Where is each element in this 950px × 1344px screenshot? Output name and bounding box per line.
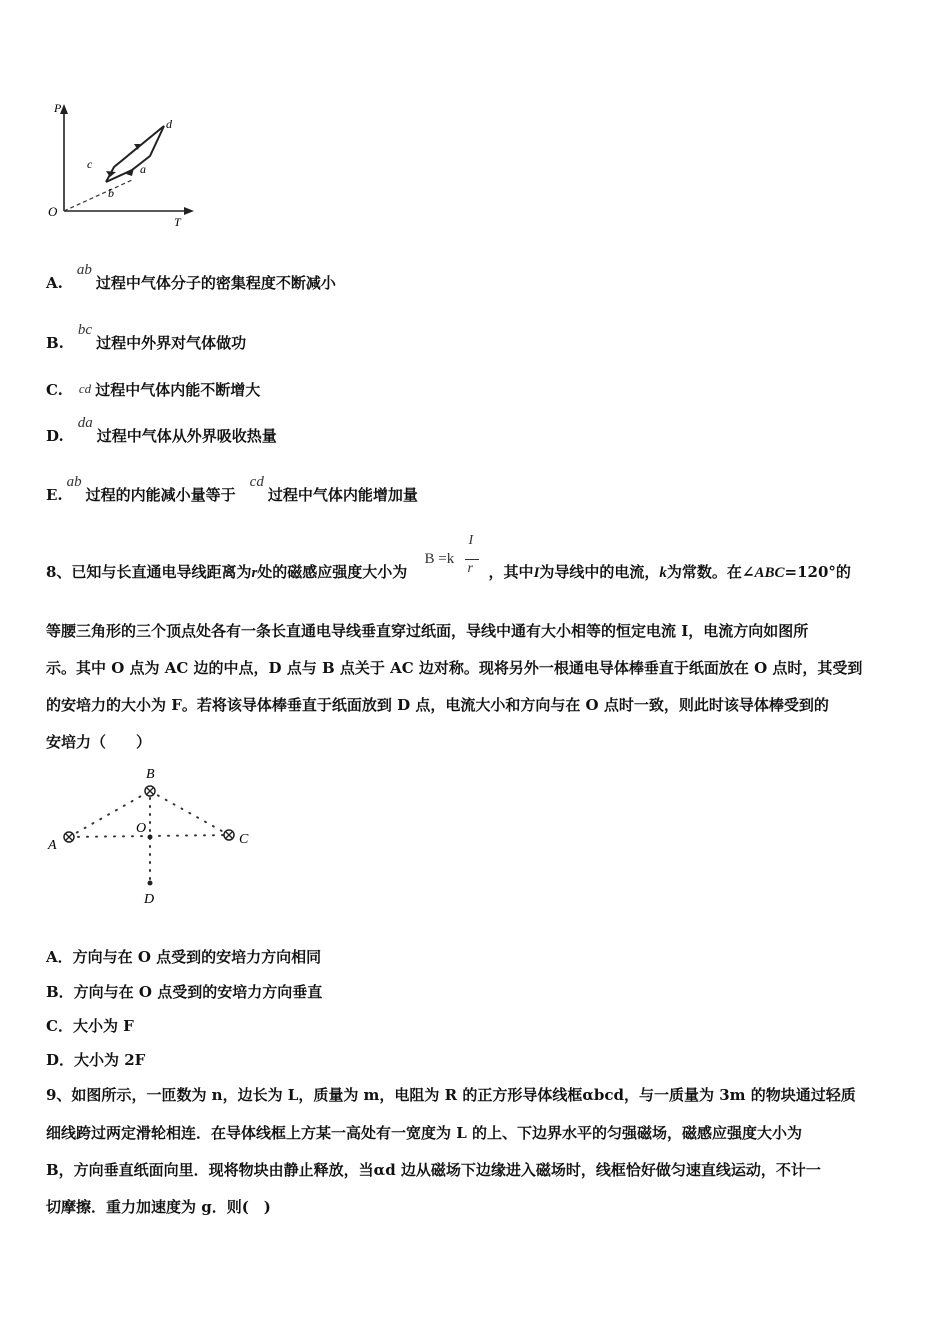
fig-label-o: O [136, 821, 147, 836]
q7-option-d[interactable]: D.da过程中气体从外界吸收热量 [46, 415, 277, 445]
q7-option-a[interactable]: A.ab过程中气体分子的密集程度不断减小 [46, 262, 336, 292]
q8-option-c[interactable]: C．大小为 F [46, 1017, 134, 1035]
q9-line-1: 9、如图所示，一匝数为 n，边长为 L，质量为 m，电阻为 R 的正方形导体线框αbcd，与一质量为 3m 的物块通过轻质 [46, 1086, 856, 1104]
wire-b [145, 786, 155, 796]
cycle-path [106, 126, 164, 182]
q8-line-5: 安培力（ ） [46, 733, 152, 751]
q7-option-c[interactable]: C. cd 过程中气体内能不断增大 [46, 381, 261, 399]
fig-label-d: D [144, 892, 155, 907]
q8-line-4: 的安培力的大小为 F。若将该导体棒垂直于纸面放到 D 点，电流大小和方向与在 O 点时一致，则此时该导体棒受到的 [46, 696, 829, 714]
label-t: T [174, 215, 181, 229]
formula: B =k I r [419, 557, 483, 577]
label-p: P [54, 101, 62, 115]
q8-line-2: 等腰三角形的三个顶点处各有一条长直通电导线垂直穿过纸面，导线中通有大小相等的恒定电流 I，电流方向如图所 [46, 622, 809, 640]
arrow-bc [106, 171, 116, 177]
label-c: c [87, 157, 93, 171]
fig-label-c: C [239, 832, 249, 847]
q8-line-1: 8、已知与长直通电导线距离为r处的磁感应强度大小为 B =k I r ，其中I为导线中的电流，k为常数。在∠ABC=120°的 [46, 533, 851, 581]
point-d [148, 881, 153, 886]
label-b: b [108, 186, 114, 200]
q8-line-3: 示。其中 O 点为 AC 边的中点，D 点与 B 点关于 AC 边对称。现将另外一根通电导体棒垂直于纸面放在 O 点时，其受到 [46, 659, 863, 677]
t-axis-arrow [184, 207, 194, 215]
wire-a [64, 832, 74, 842]
dashed-line [64, 180, 132, 211]
fig-label-a: A [48, 838, 57, 853]
q7-option-b[interactable]: B.bc过程中外界对气体做功 [46, 322, 247, 352]
wire-c [224, 830, 234, 840]
fig-label-b: B [146, 767, 155, 782]
q9-line-2: 细线跨过两定滑轮相连．在导体线框上方某一高处有一宽度为 L 的上、下边界水平的匀强磁场，磁感应强度大小为 [46, 1124, 802, 1142]
q8-option-d[interactable]: D．大小为 2F [46, 1051, 146, 1069]
q7-option-e[interactable]: E.ab过程的内能减小量等于cd过程中气体内能增加量 [46, 474, 418, 504]
line-bc [150, 791, 229, 835]
point-o [148, 835, 153, 840]
label-d: d [166, 117, 172, 131]
label-a: a [140, 162, 146, 176]
q9-line-3: B，方向垂直纸面向里．现将物块由静止释放，当αd 边从磁场下边缘进入磁场时，线框恰好做匀速直线运动，不计一 [46, 1161, 821, 1179]
q9-line-4: 切摩擦．重力加速度为 g．则( ) [46, 1198, 271, 1216]
q8-option-a[interactable]: A．方向与在 O 点受到的安培力方向相同 [46, 948, 322, 966]
label-o: O [48, 204, 58, 219]
pt-diagram [40, 98, 210, 233]
q8-option-b[interactable]: B．方向与在 O 点受到的安培力方向垂直 [46, 983, 323, 1001]
triangle-diagram [40, 762, 260, 910]
